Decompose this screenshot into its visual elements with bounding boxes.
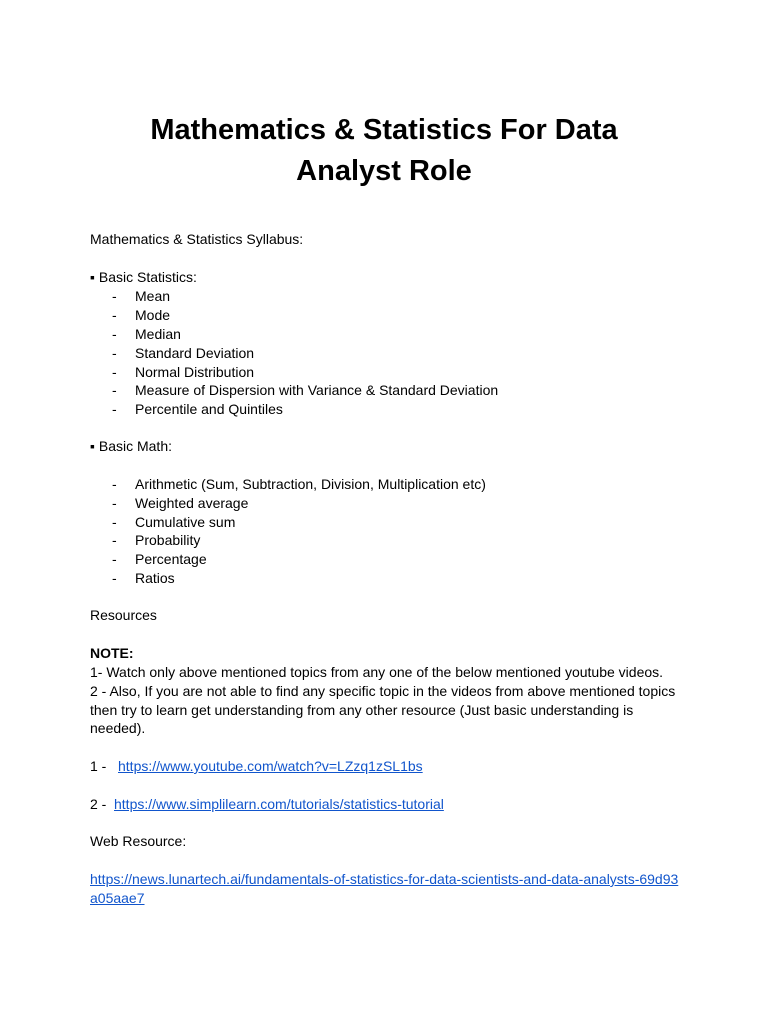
syllabus-heading: Mathematics & Statistics Syllabus: <box>90 231 304 247</box>
list-item: Measure of Dispersion with Variance & Standard Deviation <box>135 382 499 398</box>
note-line-3: then try to learn get understanding from any other resource (Just basic understanding is <box>90 702 634 718</box>
basic-statistics-heading: ▪ Basic Statistics: <box>90 269 197 285</box>
list-bullet: - <box>112 382 117 398</box>
list-item: Percentage <box>135 551 207 567</box>
list-bullet: - <box>112 364 117 380</box>
list-bullet: - <box>112 514 117 530</box>
list-item: Normal Distribution <box>135 364 255 380</box>
basic-math-heading: ▪ Basic Math: <box>90 438 172 454</box>
note-line-4: needed). <box>90 720 146 736</box>
note-line-1: 1- Watch only above mentioned topics from any one of the below mentioned youtube videos. <box>90 664 664 680</box>
resources-heading: Resources <box>90 607 157 623</box>
video-link-2[interactable]: https://www.simplilearn.com/tutorials/statistics-tutorial <box>114 796 444 812</box>
video-link-1-prefix: 1 - <box>90 758 107 774</box>
list-item: Percentile and Quintiles <box>135 401 283 417</box>
document-title <box>90 110 678 192</box>
list-item: Arithmetic (Sum, Subtraction, Division, Multiplication etc) <box>135 476 486 492</box>
list-item: Mode <box>135 307 171 323</box>
web-resource-link-line-1[interactable]: https://news.lunartech.ai/fundamentals-of-statistics-for-data-scientists-and-data-analysts-69d93 <box>90 871 679 887</box>
list-item: Weighted average <box>135 495 249 511</box>
web-resource-link-line-2[interactable]: a05aae7 <box>90 890 145 906</box>
title-line-2: Analyst Role <box>296 155 472 187</box>
list-bullet: - <box>112 345 117 361</box>
list-bullet: - <box>112 476 117 492</box>
list-bullet: - <box>112 551 117 567</box>
list-bullet: - <box>112 532 117 548</box>
note-line-2: 2 - Also, If you are not able to find any specific topic in the videos from above mentioned topics <box>90 683 676 699</box>
list-bullet: - <box>112 307 117 323</box>
list-bullet: - <box>112 570 117 586</box>
list-item: Median <box>135 326 181 342</box>
list-item: Probability <box>135 532 201 548</box>
list-item: Mean <box>135 288 171 304</box>
list-item: Standard Deviation <box>135 345 255 361</box>
list-item: Ratios <box>135 570 175 586</box>
list-item: Cumulative sum <box>135 514 236 530</box>
video-link-2-prefix: 2 - <box>90 796 107 812</box>
list-bullet: - <box>112 288 117 304</box>
list-bullet: - <box>112 495 117 511</box>
list-bullet: - <box>112 326 117 342</box>
web-resource-heading: Web Resource: <box>90 833 187 849</box>
list-bullet: - <box>112 401 117 417</box>
title-line-1: Mathematics & Statistics For Data <box>150 114 618 146</box>
note-label: NOTE: <box>90 645 134 661</box>
video-link-1[interactable]: https://www.youtube.com/watch?v=LZzq1zSL1bs <box>118 758 423 774</box>
